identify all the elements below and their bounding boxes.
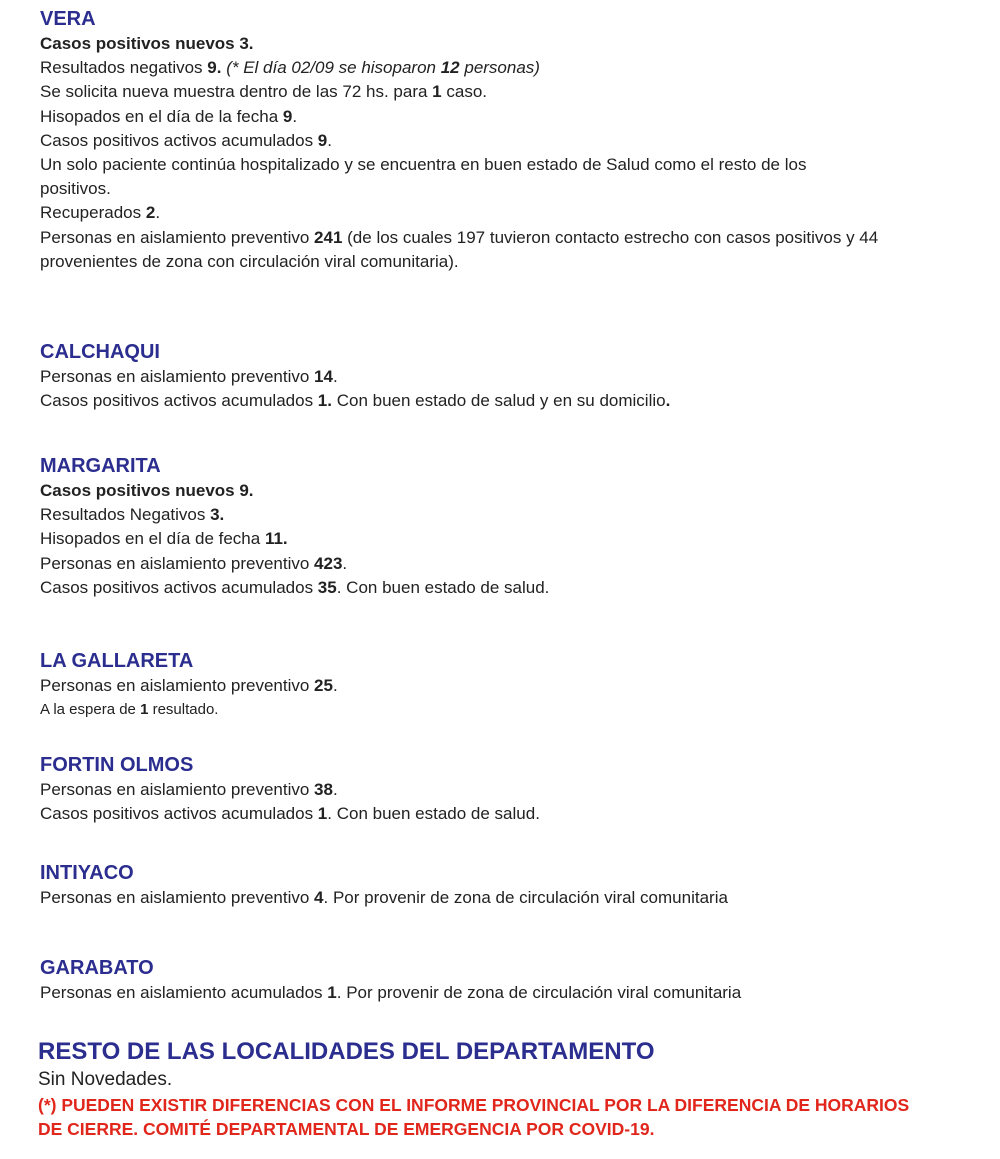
section-la-gallareta — [40, 648, 986, 722]
section-resto — [38, 1037, 992, 1141]
section-margarita — [40, 453, 986, 600]
section-intiyaco — [40, 860, 986, 910]
swabbed-line: Hisopados en el día de fecha 11. — [40, 529, 288, 549]
disclaimer-line-1: (*) PUEDEN EXISTIR DIFERENCIAS CON EL INFORME PROVINCIAL POR LA DIFERENCIA DE HORARIOS — [38, 1095, 910, 1115]
isolation-line: Personas en aislamiento preventivo 38. — [40, 780, 338, 799]
section-title: FORTIN OLMOS — [40, 754, 194, 776]
pending-result-line: A la espera de 1 resultado. — [40, 701, 219, 719]
isolation-line: Personas en aislamiento preventivo 4. Por provenir de zona de circulación viral comunitaria — [40, 888, 728, 907]
recovered-line: Recuperados 2. — [40, 203, 161, 223]
section-title: MARGARITA — [40, 455, 161, 477]
negative-results-line: Resultados negativos 9. (* El día 02/09 se hisoparon 12 personas) — [40, 58, 540, 78]
section-title: GARABATO — [40, 957, 154, 979]
disclaimer-line-2: DE CIERRE. COMITÉ DEPARTAMENTAL DE EMERGENCIA POR COVID-19. — [38, 1119, 655, 1139]
isolation-line: Personas en aislamiento preventivo 14. — [40, 367, 338, 386]
isolation-line: Personas en aislamiento preventivo 25. — [40, 676, 338, 695]
section-vera — [40, 6, 986, 274]
section-fortin-olmos — [40, 752, 986, 826]
active-cases-line: Casos positivos activos acumulados 1. Con buen estado de salud y en su domicilio. — [40, 391, 671, 411]
new-cases-line: Casos positivos nuevos 9. — [40, 481, 254, 500]
section-garabato — [40, 955, 986, 1005]
section-title: LA GALLARETA — [40, 650, 194, 672]
section-calchaqui — [40, 339, 986, 413]
isolation-line: Personas en aislamiento preventivo 423. — [40, 553, 348, 573]
hospitalized-line: Un solo paciente continúa hospitalizado y se encuentra en buen estado de Salud como el resto de los positivos. — [40, 155, 807, 199]
section-title: CALCHAQUI — [40, 341, 160, 363]
active-cases-line: Casos positivos activos acumulados 9. — [40, 130, 332, 150]
active-cases-line: Casos positivos activos acumulados 1. Con buen estado de salud. — [40, 804, 540, 824]
active-cases-line: Casos positivos activos acumulados 35. Con buen estado de salud. — [40, 577, 550, 597]
isolation-line: Personas en aislamiento acumulados 1. Por provenir de zona de circulación viral comunitaria — [40, 983, 742, 1002]
section-title: INTIYACO — [40, 862, 134, 884]
swabbed-line: Hisopados en el día de la fecha 9. — [40, 106, 298, 126]
isolation-line: Personas en aislamiento preventivo 241 (de los cuales 197 tuvieron contacto estrecho con casos positivos y 44 provenientes de zona con circulación viral comunitaria). — [40, 227, 879, 271]
section-title: VERA — [40, 8, 96, 30]
new-cases-line: Casos positivos nuevos 3. — [40, 34, 254, 53]
no-news-line: Sin Novedades. — [38, 1069, 173, 1090]
section-title: RESTO DE LAS LOCALIDADES DEL DEPARTAMENTO — [38, 1038, 655, 1065]
negative-results-line: Resultados Negativos 3. — [40, 505, 225, 525]
new-sample-line: Se solicita nueva muestra dentro de las 72 hs. para 1 caso. — [40, 82, 487, 102]
